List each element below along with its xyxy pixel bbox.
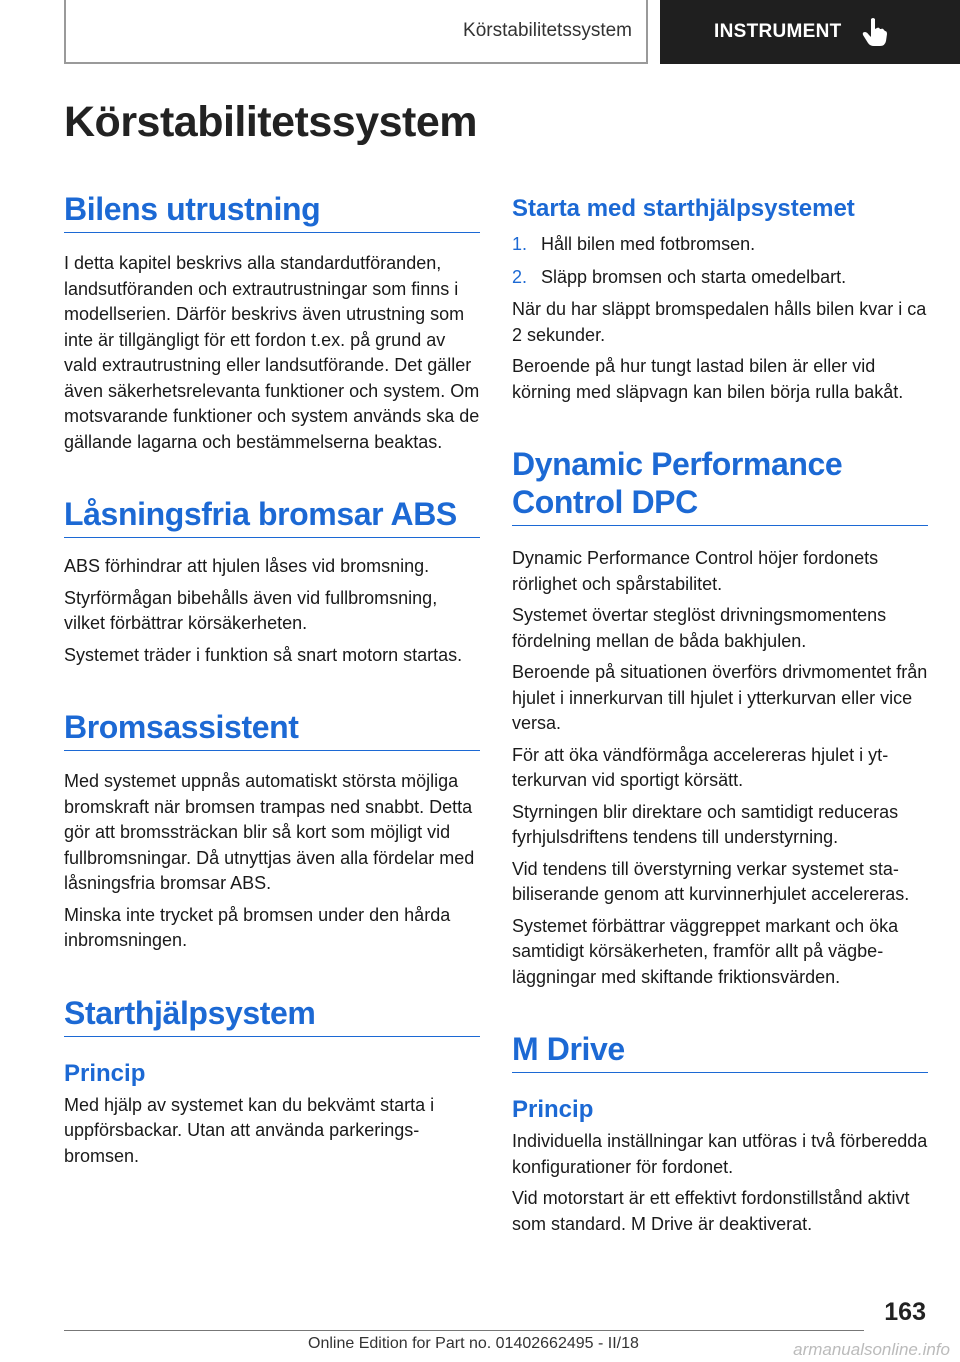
paragraph: Vid motorstart är ett effektivt fordonstillstånd aktivt som standard. M Drive är deaktiverat.: [512, 1188, 910, 1234]
paragraph: Systemet övertar steglöst drivningsmomentens fördelning mellan de båda bakhjulen.: [512, 605, 887, 651]
paragraph: För att öka vändförmåga accelereras hjulet i ytterkurvan vid sportigt körsätt.: [512, 744, 889, 790]
page-number: 163: [884, 1298, 926, 1326]
header-section-tab: [64, 0, 648, 64]
right-column: [512, 190, 928, 1237]
paragraph: Beroende på hur tungt lastad bilen är eller vid körning med släpvagn kan bilen börja rulla bakåt.: [512, 356, 904, 402]
heading-bromsassistent: Bromsassistent: [64, 708, 480, 751]
heading-starthjalpsystem: Starthjälpsystem: [64, 994, 480, 1037]
list-number: 2.: [512, 266, 528, 287]
hand-pointer-icon: [862, 17, 888, 47]
footer-divider: [64, 1330, 864, 1331]
heading-dpc: Dynamic Performance Control DPC: [512, 445, 928, 526]
list-number: 1.: [512, 234, 528, 254]
paragraph: Vid tendens till överstyrning verkar systemet stabiliserande genom att kurvinnerhjulet accelereras.: [512, 858, 910, 904]
paragraph: ABS förhindrar att hjulen låses vid bromsning.: [64, 556, 430, 576]
list-text: Håll bilen med fotbromsen.: [541, 234, 756, 254]
paragraph: Systemet träder i funktion så snart motorn startas.: [64, 644, 463, 665]
list-text: Släpp bromsen och starta omedelbart.: [541, 266, 847, 287]
heading-bilens-utrustning: Bilens utrustning: [64, 190, 480, 233]
page-title: Körstabilitetssystem: [64, 98, 477, 146]
paragraph: Med hjälp av systemet kan du bekvämt starta i uppförsbackar. Utan att använda parkeringsbromsen.: [64, 1094, 435, 1166]
heading-m-drive: M Drive: [512, 1030, 928, 1073]
paragraph: I detta kapitel beskrivs alla standardutföranden, landsutföranden och extrautrustningar som finns i modellserien. Därför beskrivs även utrustning som inte är tillgängligt för ett fordon t.ex. på grund av vald extrautrustning eller landsutförande. Det gäller även säkerhetsrelevanta funktioner och system. Om motsvarande funktioner och system används ska de gällande lagarna och bestämmelserna beaktas.: [64, 253, 480, 452]
heading-abs: Låsningsfria bromsar ABS: [64, 495, 480, 538]
subheading-princip: Princip: [64, 1059, 146, 1087]
paragraph: Beroende på situationen överförs drivmomentet från hjulet i innerkurvan till hjulet i ytterkurvan eller vice versa.: [512, 662, 928, 733]
paragraph: När du har släppt bromspedalen hålls bilen kvar i ca 2 sekunder.: [512, 299, 927, 345]
subheading-starta: Starta med starthjälpsystemet: [512, 195, 855, 222]
list-item: [512, 265, 928, 291]
list-item: [512, 232, 928, 258]
header-chapter-tab[interactable]: [660, 0, 960, 64]
paragraph: Dynamic Performance Control höjer fordonets rörlighet och spårstabilitet.: [512, 548, 879, 594]
paragraph: Minska inte trycket på bromsen under den hårda inbromsningen.: [64, 904, 451, 950]
header-section-title: Körstabilitetssystem: [463, 20, 632, 41]
paragraph: Styrförmågan bibehålls även vid fullbromsning, vilket förbättrar körsäkerheten.: [64, 587, 438, 633]
header-chapter-title: INSTRUMENT: [714, 21, 842, 42]
paragraph: Systemet förbättrar väggreppet markant och öka samtidigt körsäkerheten, framför allt på vägbeläggningar med skiftande friktionsvärden.: [512, 915, 899, 987]
watermark: armanualsonline.info: [793, 1340, 950, 1359]
paragraph: Styrningen blir direktare och samtidigt reduceras fyrhjulsdriftens tendens till understyrning.: [512, 801, 899, 847]
paragraph: Individuella inställningar kan utföras i två förberedda konfigurationer för fordonet.: [512, 1131, 928, 1177]
paragraph: Med systemet uppnås automatiskt största möjliga bromskraft när bromsen trampas ned snabbt. Detta gör att bromssträckan blir så kort som möjligt vid fullbromsningar. Då utnyttjas även alla fördelar med låsningsfria bromsar ABS.: [64, 771, 475, 893]
subheading-princip: Princip: [512, 1096, 594, 1123]
footer-edition: Online Edition for Part no. 01402662495 - II/18: [308, 1335, 639, 1352]
left-column: [64, 190, 480, 1169]
